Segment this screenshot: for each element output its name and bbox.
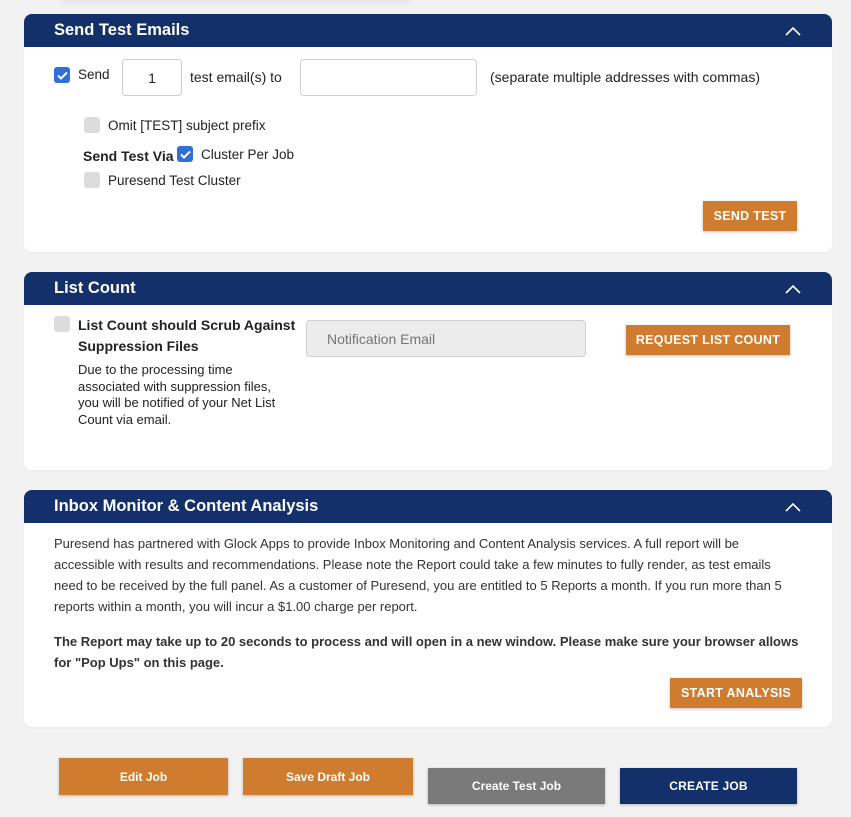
chevron-up-icon[interactable] [784, 22, 802, 40]
save-draft-job-button[interactable]: Save Draft Job [243, 758, 413, 795]
chevron-up-icon[interactable] [784, 498, 802, 516]
create-test-job-button[interactable]: Create Test Job [428, 768, 605, 804]
puresend-cluster-label: Puresend Test Cluster [108, 173, 241, 188]
note-line4: Count via email. [78, 412, 172, 427]
test-count-input[interactable] [122, 59, 182, 96]
cluster-per-job-label: Cluster Per Job [201, 147, 295, 162]
inbox-description: Puresend has partnered with Glock Apps to provide Inbox Monitoring and Content Analysis services. A full report will be accessible with results and recommendations. Please note the Report could take a few minutes to fully render, as test emails need to be received by the full panel. As a customer of Puresend, you are entitled to 5 Reports a month. If you run more than 5 reports within a month, you will incur a $1.00 charge per report. [54, 536, 782, 614]
puresend-cluster-checkbox[interactable] [84, 172, 100, 188]
send-test-via-label: Send Test Via [83, 148, 174, 164]
scrub-label-line1: List Count should Scrub Against [78, 317, 296, 333]
chevron-up-icon[interactable] [784, 280, 802, 298]
send-test-header[interactable] [24, 14, 832, 47]
scrub-label-line2: Suppression Files [78, 338, 199, 354]
send-test-button[interactable]: SEND TEST [703, 201, 797, 231]
send-label: Send [78, 67, 110, 82]
inbox-monitor-header[interactable] [24, 490, 832, 523]
omit-prefix-checkbox[interactable] [84, 117, 100, 133]
cluster-per-job-checkbox[interactable] [177, 146, 193, 162]
start-analysis-button[interactable]: START ANALYSIS [670, 678, 802, 708]
send-checkbox[interactable] [54, 67, 70, 83]
top-shadow [60, 0, 410, 4]
create-job-button[interactable]: CREATE JOB [620, 768, 797, 804]
send-test-title: Send Test Emails [54, 21, 190, 39]
note-line3: you will be notified of your Net List [78, 395, 276, 410]
omit-prefix-label: Omit [TEST] subject prefix [108, 118, 266, 133]
inbox-popup-note: The Report may take up to 20 seconds to process and will open in a new window. Please make sure your browser allows for "Pop Ups" on this page. [54, 634, 799, 670]
note-line1: Due to the processing time [78, 362, 233, 377]
scrub-suppression-checkbox[interactable] [54, 316, 70, 332]
list-count-header[interactable] [24, 272, 832, 305]
request-list-count-button[interactable]: REQUEST LIST COUNT [626, 325, 790, 355]
send-test-panel [24, 14, 832, 252]
test-email-input[interactable] [300, 59, 477, 96]
notification-email-input[interactable] [306, 320, 586, 357]
inbox-monitor-title: Inbox Monitor & Content Analysis [54, 497, 319, 515]
separate-hint: (separate multiple addresses with commas) [490, 69, 760, 85]
edit-job-button[interactable]: Edit Job [59, 758, 228, 795]
note-line2: associated with suppression files, [78, 379, 271, 394]
list-count-panel [24, 272, 832, 470]
inbox-monitor-panel [24, 490, 832, 727]
test-emails-to-label: test email(s) to [190, 69, 282, 85]
list-count-title: List Count [54, 279, 136, 297]
